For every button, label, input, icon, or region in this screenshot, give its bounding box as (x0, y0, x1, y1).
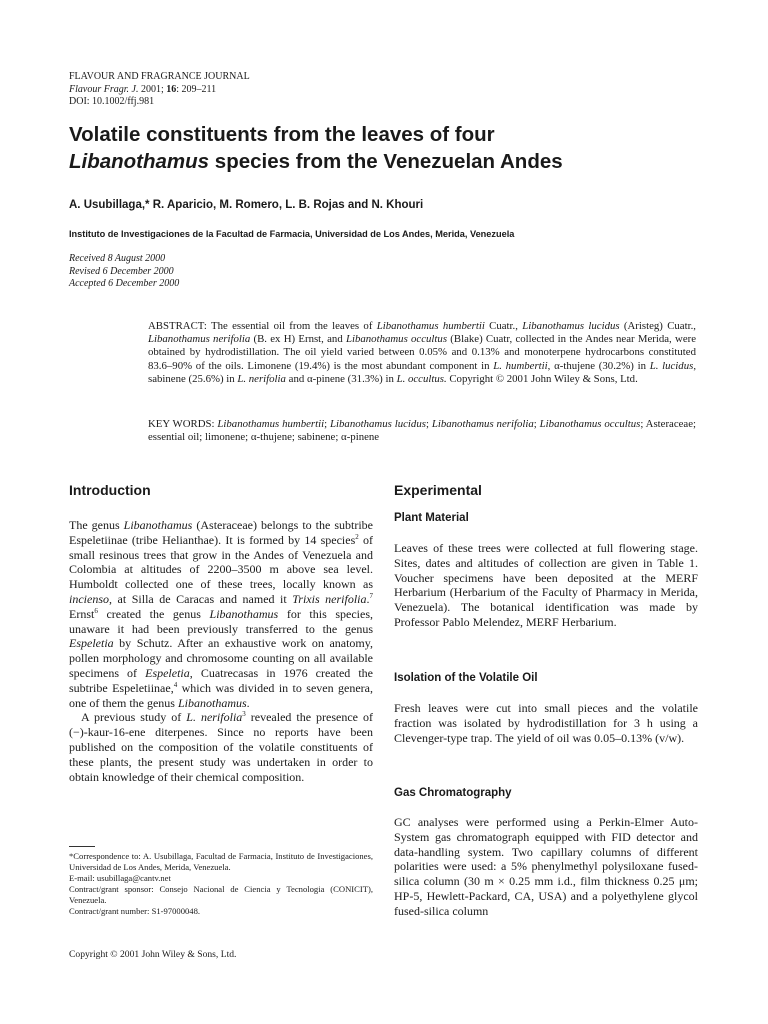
citation-ref: 7 (369, 591, 373, 600)
journal-name: FLAVOUR AND FRAGRANCE JOURNAL (69, 71, 250, 82)
email-note: E-mail: usubillaga@cantv.net (69, 873, 171, 883)
experimental-heading: Experimental (394, 482, 482, 498)
footnote-divider (69, 846, 95, 847)
copyright-footer: Copyright © 2001 John Wiley & Sons, Ltd. (69, 949, 237, 960)
gas-chromatography-heading: Gas Chromatography (394, 787, 512, 799)
plant-material-body: Leaves of these trees were collected at full flowering stage. Sites, dates and altitudes of collection are given in Table 1. Voucher specimens have been deposited at the MERF Herbarium (Herbarium of the Faculty of Pharmacy in Merida, Venezuela). The botanical identification was made by Professor Pablo Melendez, MERF Herbarium. (394, 541, 698, 629)
journal-citation: Flavour Fragr. J. 2001; 16: 209–211 (69, 83, 217, 95)
isolation-body: Fresh leaves were cut into small pieces and the volatile fraction was isolated by hydrodistillation for 3 h using a Clevenger-type trap. The yield of oil was 0.05–0.13% (v/w). (394, 701, 698, 745)
keywords: KEY WORDS: Libanothamus humbertii; Libanothamus lucidus; Libanothamus nerifolia; Libanothamus occultus; Asteraceae; essential oil; limonene; α-thujene; sabinene; α-pinene (148, 418, 697, 444)
citation-ref: 4 (173, 680, 178, 689)
introduction-paragraph-2: A previous study of L. nerifolia$^3$ revealed the presence of (−)-kaur-16-ene diterpenes. Since no reports have been published on the composition of the volatile constituents of these plants, the present study was undertaken in order to obtain knowledge of their chemical composition. (69, 710, 373, 784)
article-dates (69, 253, 369, 291)
journal-abbrev: Flavour Fragr. J. (69, 83, 139, 95)
sponsor-note: Contract/grant sponsor: Consejo Nacional de Ciencia y Tecnologia (CONICIT), Venezuela. (69, 884, 373, 905)
received-date: Received 8 August 2000 (69, 253, 166, 264)
introduction-paragraph-1: The genus Libanothamus (Asteraceae) belongs to the subtribe Espeletiinae (tribe Helianthae). It is formed by 14 species$^2$ of small resinous trees that grow in the Andes of Venezuela and Colombia at altitudes of 2200–3500 m above sea level. Humboldt collected one of these trees, locally known as inciensо, at Silla de Caracas and named it Trixis nerifolia.$^7$ Ernst$^6$ created the genus Libanothamus for this species, unaware it had been previously transferred to the genus Espeletia by Schutz. After an exhaustive work on anatomy, pollen morphology and chromosome counting on all available specimens of Espeletia, Cuatrecasas in 1976 created the subtribe Espeletiinae,$^4$ which was divided in to seven genera, one of them the genus Libanothamus. (69, 518, 374, 710)
plant-material-heading: Plant Material (394, 512, 469, 524)
isolation-heading: Isolation of the Volatile Oil (394, 672, 538, 684)
accepted-date: Accepted 6 December 2000 (69, 278, 180, 289)
grant-number-note: Contract/grant number: S1-97000048. (69, 906, 201, 916)
doi: DOI: 10.1002/ffj.981 (69, 96, 155, 107)
correspondence-note: *Correspondence to: A. Usubillaga, Facultad de Farmacia, Instituto de Investigaciones, Universidad de Los Andes, Merida, Venezuela. (69, 851, 373, 872)
citation-ref: 3 (242, 710, 246, 719)
journal-volume: 16 (166, 83, 177, 95)
abstract: ABSTRACT: The essential oil from the leaves of Libanothamus humbertii Cuatr., Libanothamus lucidus (Aristeg) Cuatr., Libanothamus nerifolia (B. ex H) Ernst, and Libanothamus occultus (Blake) Cuatr, collected in the Andes near Merida, were obtained by hydrodistillation. The oil yield varied between 0.05% and 0.13% and monoterpene hydrocarbons constituted 83.6–90% of the oils. Limonene (19.4%) is the most abundant component in L. humbertii, α-thujene (30.2%) in L. lucidus, sabinene (25.6%) in L. nerifolia and α-pinene (31.3%) in L. occultus. Copyright © 2001 John Wiley & Sons, Ltd. (148, 320, 697, 385)
citation-ref: 2 (355, 532, 359, 541)
gas-chromatography-body: GC analyses were performed using a Perkin-Elmer Auto-System gas chromatograph equipped with FID detector and data-handling system. Two capillary columns of different polarities were used: a 5% phenylmethyl polysiloxane fused-silica column (30 m × 0.25 mm i.d., film thickness 0.25 μm; HP-5, Hewlett-Packard, CA, USA) and a polyethylene glycol fused-silica column (394, 815, 698, 918)
footnotes (69, 851, 373, 917)
journal-header (69, 71, 469, 109)
affiliation: Instituto de Investigaciones de la Facultad de Farmacia, Universidad de Los Andes, Merida, Venezuela (69, 229, 515, 239)
introduction-heading: Introduction (69, 482, 151, 498)
corresponding-author-mark: * (145, 199, 150, 211)
revised-date: Revised 6 December 2000 (69, 265, 174, 277)
citation-ref: 6 (94, 606, 98, 615)
introduction-body (69, 518, 373, 784)
article-title: Volatile constituents from the leaves of four Libanothamus species from the Venezuelan Andes (69, 123, 563, 173)
author-list: A. Usubillaga,* R. Aparicio, M. Romero, L. B. Rojas and N. Khouri (69, 199, 424, 211)
